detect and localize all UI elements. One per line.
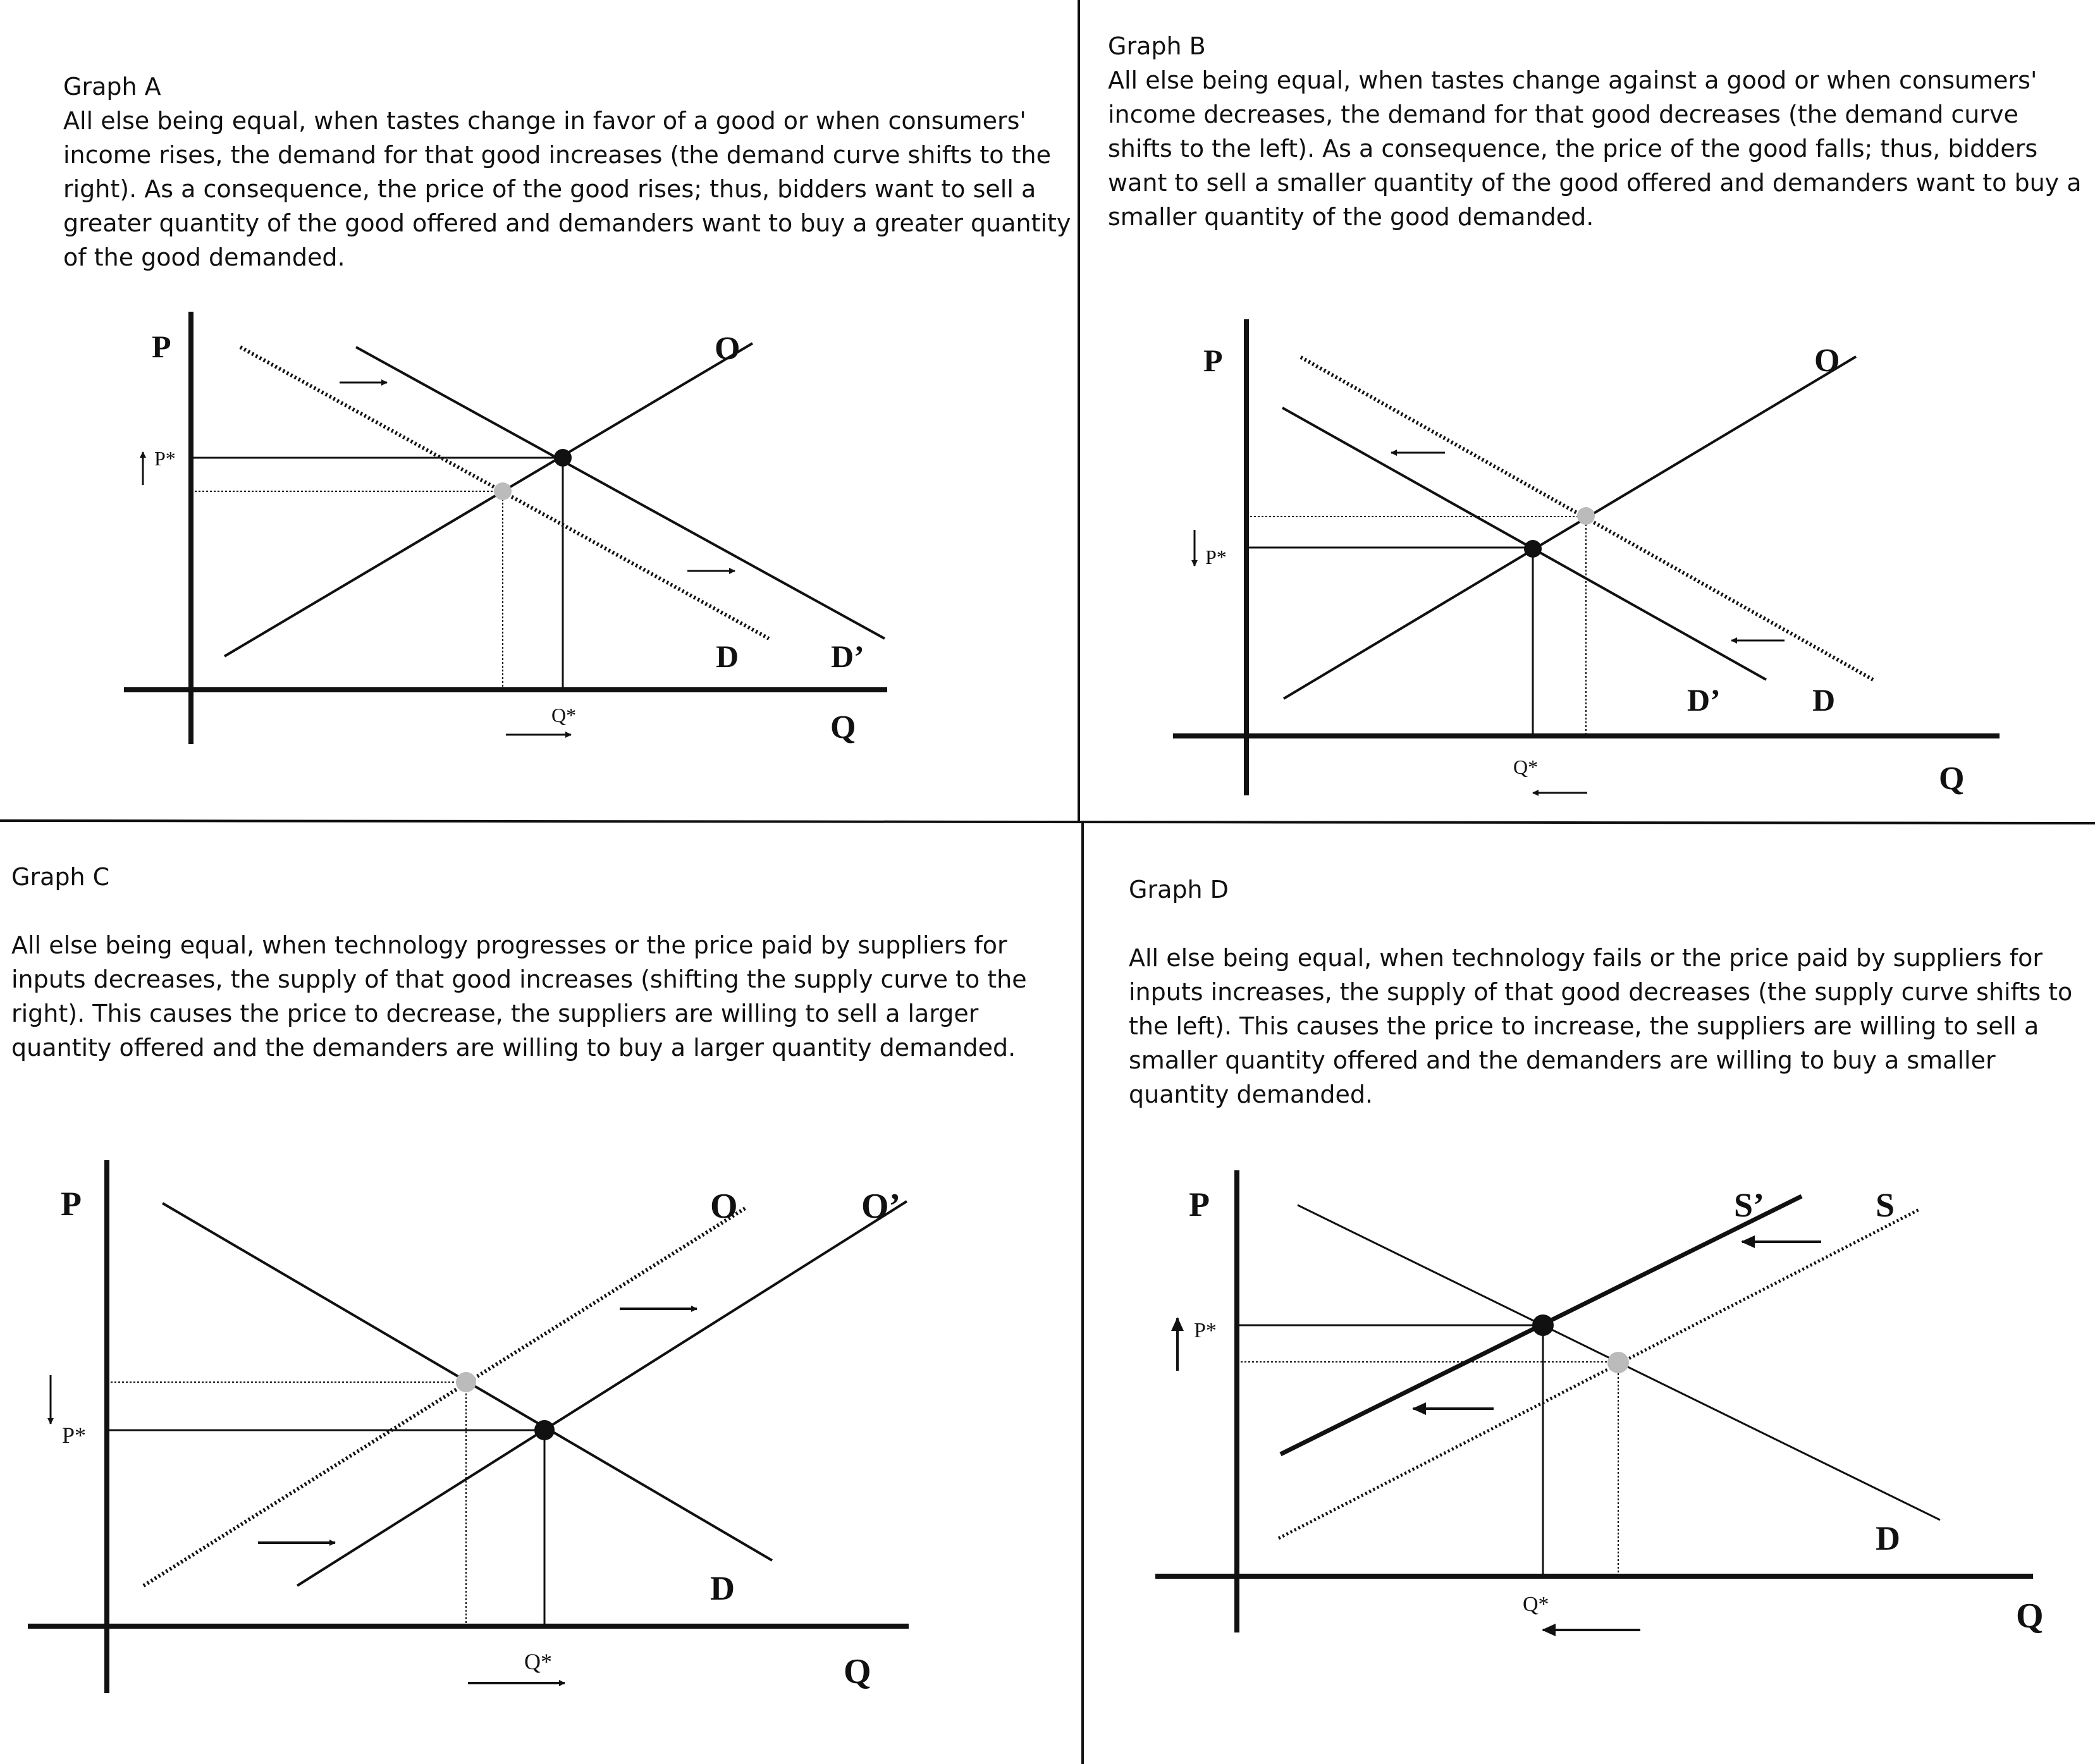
graph-c-demand-label: D [710, 1569, 735, 1607]
graph-d-q-star-label: Q* [1523, 1593, 1549, 1616]
graph-c-p-star-label: P* [62, 1423, 87, 1448]
graph-c-p-label: P [61, 1185, 82, 1223]
graph-c-new-equilibrium [534, 1420, 555, 1440]
graph-d-q-label: Q [2016, 1596, 2044, 1636]
graph-c-text: All else being equal, when technology progresses or the price paid by suppliers for inputs decreases, the supply of that good increases (shifting the supply curve to the right). This causes the price to decrease, the suppliers are willing to sell a larger quantity offered and the demanders are willing to buy a larger quantity demanded. [11, 931, 1027, 1062]
graph-b-text: All else being equal, when tastes change against a good or when consumers' income decreases, the demand for that good decreases (the demand curve shifts to the left). As a consequence, the price of the good falls; thus, bidders want to sell a smaller quantity of the good offered and demanders want to buy a smaller quantity of the good demanded. [1108, 66, 2082, 231]
graph-c-supply-new-curve [297, 1201, 907, 1586]
graph-a-demand-new-curve [356, 347, 885, 639]
graph-a-title: Graph A [63, 73, 161, 101]
graph-a-q-label: Q [830, 709, 856, 745]
graph-b-p-star-label: P* [1205, 546, 1227, 568]
graph-b-q-star-label: Q* [1513, 756, 1539, 778]
graph-c-old-equilibrium [456, 1372, 476, 1392]
graph-a-supply-label: O [715, 331, 740, 367]
graph-b-old-equilibrium [1577, 507, 1595, 525]
graph-c-supply-label: O [710, 1187, 738, 1226]
graph-d-supply-curve [1279, 1210, 1919, 1538]
divider-horizontal [0, 821, 2095, 823]
graph-d-title: Graph D [1129, 876, 1229, 903]
graph-a-p-star-label: P* [154, 447, 176, 470]
graph-b-demand-new-label: D’ [1687, 682, 1721, 718]
graph-a [124, 312, 887, 745]
graph-a-q-star-label: Q* [551, 704, 577, 726]
graph-a-text: All else being equal, when tastes change in favor of a good or when consumers' income rises, the demand for that good increases (the demand curve shifts to the right). As a consequence, the price of the good rises; thus, bidders want to sell a greater quantity of the good offered and demanders want to buy a greater quantity of the good demanded. [63, 107, 1071, 271]
graph-a-demand-new-label: D’ [831, 639, 864, 674]
graph-a-demand-label: D [716, 639, 739, 674]
graph-b-demand-new-curve [1282, 408, 1766, 680]
graph-d-p-star-label: P* [1194, 1319, 1217, 1342]
graph-a-p-label: P [152, 329, 171, 364]
graph-c-q-label: Q [844, 1652, 871, 1691]
graph-b-p-label: P [1203, 343, 1223, 378]
graph-b-new-equilibrium [1524, 540, 1542, 558]
graph-b-supply-label: O [1814, 343, 1840, 379]
graph-d-text: All else being equal, when technology fails or the price paid by suppliers for inputs increases, the supply of that good decreases (the supply curve shifts to the left). This causes the price to increase, the suppliers are willing to sell a smaller quantity offered and the demanders are willing to buy a smaller quantity demanded. [1129, 944, 2073, 1108]
graph-b-title: Graph B [1108, 32, 1206, 60]
graph-a-supply-curve [224, 343, 753, 656]
graph-c-supply-curve [144, 1208, 746, 1586]
graph-d-old-equilibrium [1607, 1352, 1629, 1373]
graph-d-supply-label: S [1876, 1186, 1895, 1224]
graph-b [1173, 319, 2000, 797]
graph-d [1155, 1170, 2044, 1636]
graph-b-supply-curve [1284, 357, 1856, 699]
graph-d-supply-new-label: S’ [1734, 1186, 1765, 1224]
graph-c-title: Graph C [11, 863, 110, 891]
graph-b-q-label: Q [1939, 761, 1965, 797]
graph-c-q-star-label: Q* [524, 1649, 552, 1674]
graph-c [28, 1160, 909, 1693]
graph-a-old-equilibrium [494, 482, 512, 500]
graph-d-demand-label: D [1876, 1519, 1900, 1557]
graph-a-new-equilibrium [554, 449, 572, 467]
graph-b-demand-label: D [1812, 682, 1836, 718]
graph-c-supply-new-label: O’ [861, 1187, 901, 1226]
graph-d-p-label: P [1189, 1185, 1210, 1223]
graph-d-new-equilibrium [1532, 1314, 1554, 1336]
